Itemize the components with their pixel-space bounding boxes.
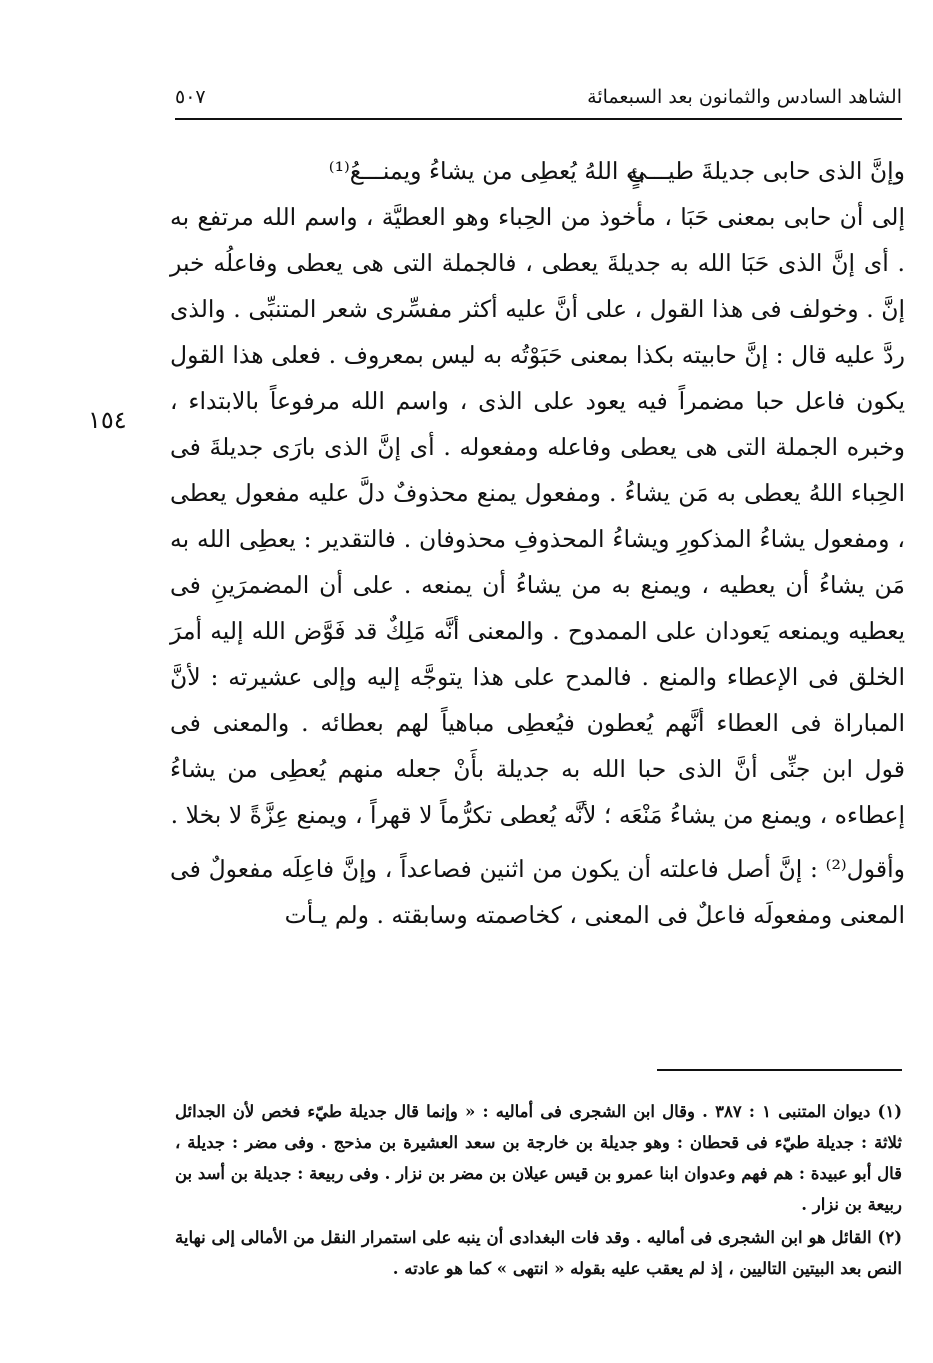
commentary-paragraph-2: وأقول⁽²⁾ : إنَّ أصل فاعلته أن يكون من اثنين فصاعداً ، وإنَّ فاعِلَه مفعولٌ فى المعنى ومفعولَه فاعلٌ فى المعنى ، كخاصمته وسابقته . ولم يـأت — [170, 855, 905, 929]
verse-second-hemistich: به اللهُ يُعطِى من يشاءُ ويمنـــعُ⁽¹⁾ — [328, 157, 645, 185]
footnotes — [175, 1096, 902, 1284]
main-text — [170, 148, 905, 938]
commentary-paragraph: إلى أن حابى بمعنى حَبَا ، مأخوذ من الحِباء وهو العطيَّة ، واسم الله مرتفع به . أى إنَّ الذى حَبَا الله به جديلةَ يعطى ، فالجملة التى هى يعطى وفاعلُه خبر إنَّ . وخولف فى هذا القول ، على أنَّ عليه أكثر مفسِّرى شعر المتنبِّى . والذى ردَّ عليه قال : إنَّ حابيته بكذا بمعنى حَبَوْتُه به ليس بمعروف . فعلى هذا القول يكون فاعل حبا مضمراً فيه يعود على الذى ، واسم الله مرفوعاً بالابتداء ، وخبره الجملة التى هى يعطى وفاعله ومفعوله . أى إنَّ الذى بارَى جديلةَ فى الحِباء اللهُ يعطى به مَن يشاءُ . ومفعول يمنع محذوفٌ دلَّ عليه مفعول يعطى ، ومفعول يشاءُ المذكورِ ويشاءُ المحذوفِ محذوفان . فالتقدير : يعطِى الله به مَن يشاءُ أن يعطيه ، ويمنع به من يشاءُ أن يمنعه . على أن المضمرَينِ فى يعطيه ويمنعه يَعودان على الممدوح . والمعنى أنَّه مَلِكٌ قد فَوَّض الله إليه أمرَ الخلق فى الإعطاء والمنع . فالمدح على هذا يتوجَّه إليه وإلى عشيرته : لأنَّ المباراة فى العطاء أنَّهم يُعطون فيُعطِى مباهياً لهم بعطائه . والمعنى فى قول ابن جنِّى أنَّ الذى حبا الله به جديلة بأَنْ جعله منهم يُعطِى من يشاءُ إعطاءه ، ويمنع من يشاءُ مَنْعَه ؛ لأنَّه يُعطى تكرُّماً لا قهراً ، ويمنع عِزَّةً لا بخلا . — [170, 203, 905, 829]
margin-reference-number: ١٥٤ — [88, 406, 127, 434]
footnote-rule — [657, 1069, 902, 1071]
poetry-verse — [170, 148, 905, 194]
verse-first-hemistich: وإنَّ الذى حابى جديلةَ طيـــئٍ — [627, 157, 905, 185]
header-rule — [175, 118, 902, 120]
footnote-1: (١) ديوان المتنبى ١ : ٣٨٧ . وقال ابن الشجرى فى أماليه : « وإنما قال جديلة طيّء فخص لأن الجدائل ثلاثة : جديلة طيّء فى قحطان : وهو جديلة بن خارجة بن سعد العشيرة بن مذحج . وفى مضر : جديلة ، قال أبو عبيدة : هم فهم وعدوان ابنا عمرو بن قيس عيلان بن مضر بن نزار . وفى ربيعة : جديلة بن أسد بن ربيعة بن نزار . — [175, 1102, 902, 1214]
page-header — [175, 86, 902, 116]
page-number: ٥٠٧ — [175, 86, 206, 108]
footnote-2: (٢) القائل هو ابن الشجرى فى أماليه . وقد فات البغدادى أن ينبه على استمرار النقل من الأمالى إلى نهاية النص بعد البيتين التاليين ، إذ لم يعقب عليه بقوله « انتهى » كما هو عادته . — [175, 1228, 902, 1278]
running-title: الشاهد السادس والثمانون بعد السبعمائة — [587, 86, 902, 108]
